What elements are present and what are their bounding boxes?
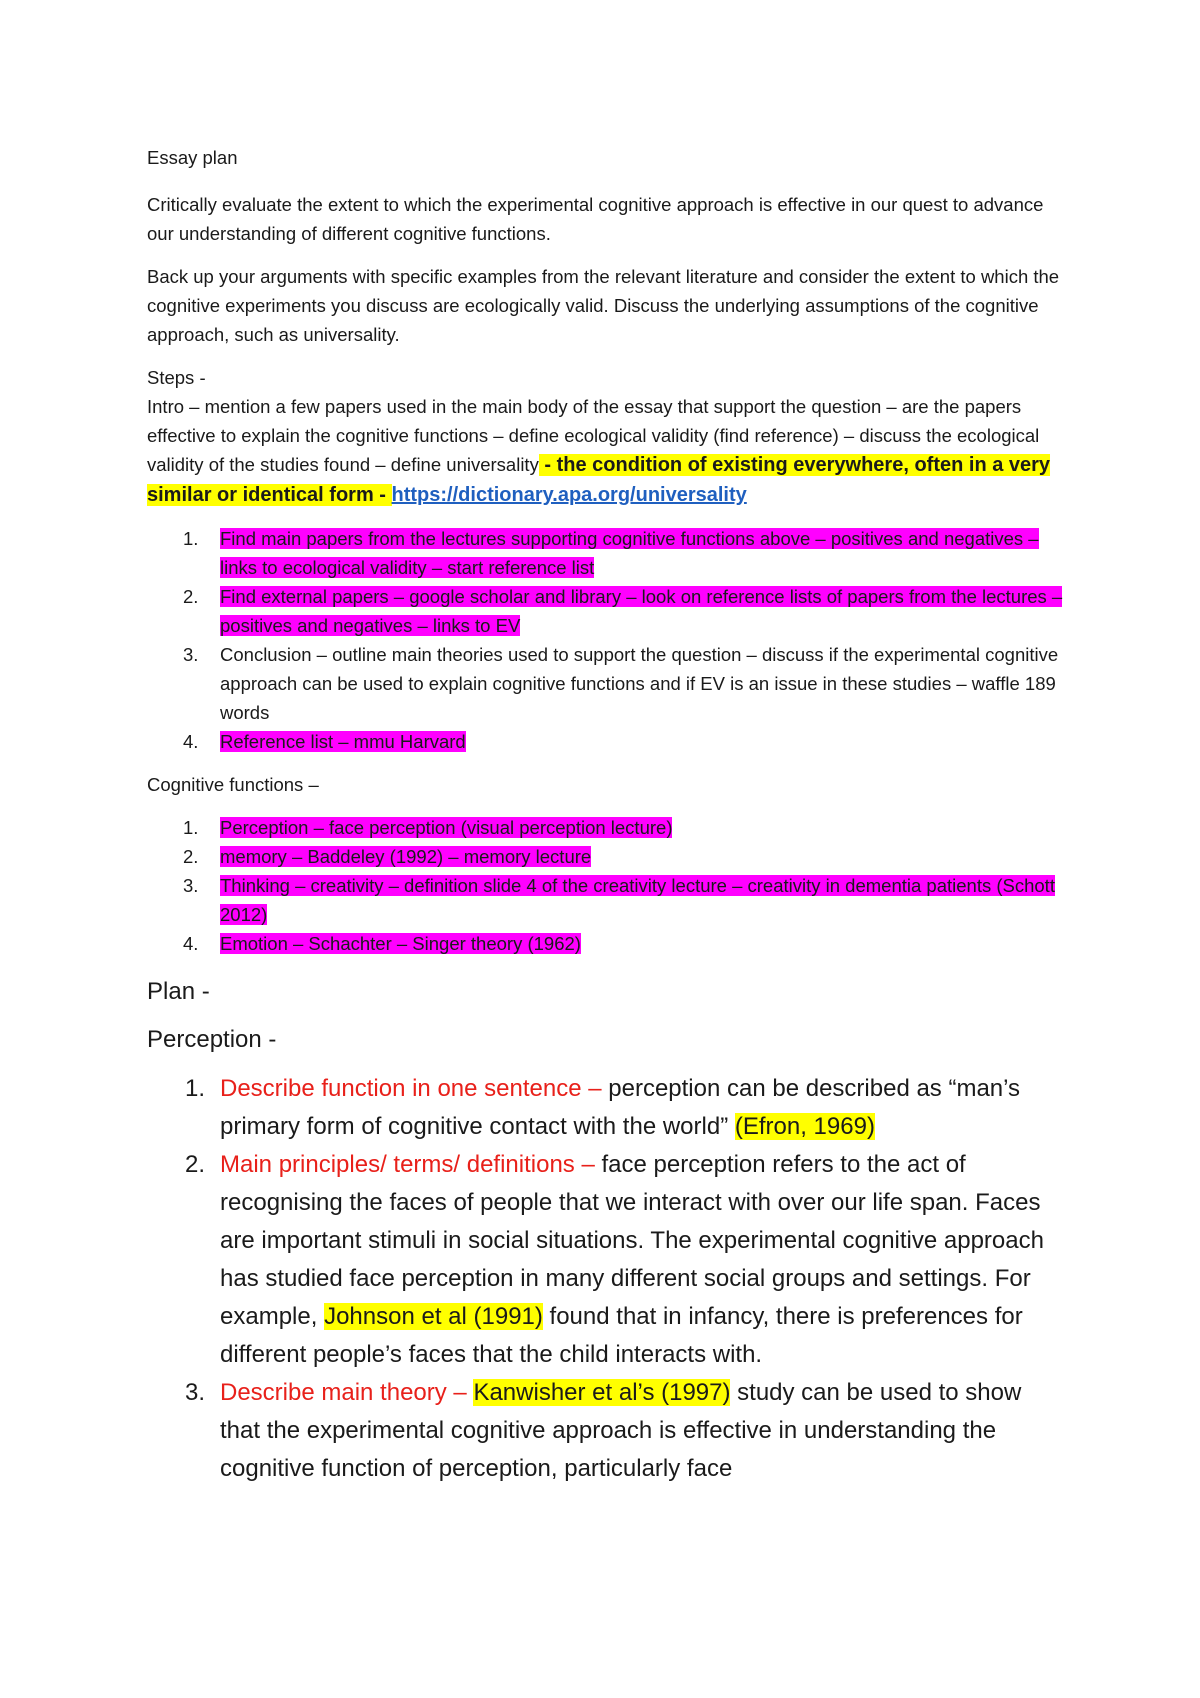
list-item — [147, 813, 1067, 842]
functions-list — [147, 813, 1067, 958]
plan-text: study can be used to show that the experimental cognitive approach is effective in understanding the cognitive function of perception, particularly face — [220, 1379, 1022, 1482]
question-paragraph-2: Back up your arguments with specific examples from the relevant literature and consider the extent to which the cognitive experiments you discuss are ecologically valid. Discuss the underlying assumptions of the cognitive approach, such as universality. — [147, 266, 1060, 345]
function-number: 1. — [183, 817, 199, 838]
plan-prompt: Describe main theory – — [220, 1379, 474, 1406]
step-number: 3. — [183, 644, 199, 665]
list-item — [147, 842, 1067, 871]
universality-definition: - the condition of existing everywhere, often in a very similar or identical form - — [147, 454, 1051, 506]
list-item — [147, 727, 1067, 756]
list-item — [147, 582, 1067, 640]
plan-prompt: Describe function in one sentence – — [220, 1075, 609, 1102]
list-item — [147, 1070, 1067, 1146]
plan-number: 2. — [185, 1151, 206, 1178]
function-text: Thinking – creativity – definition slide 4 of the creativity lecture – creativity in dementia patients (Schott 2012) — [220, 875, 1055, 925]
plan-text: perception can be described as “man’s primary form of cognitive contact with the world” — [220, 1075, 1021, 1140]
list-item — [147, 929, 1067, 958]
perception-heading: Perception - — [147, 1026, 277, 1053]
plan-number: 1. — [185, 1075, 206, 1102]
intro-text: Intro – mention a few papers used in the main body of the essay that support the question – are the papers effective to explain the cognitive functions – define ecological validity (find reference) – discuss the ecological validity of the studies found – define universality — [147, 396, 1040, 475]
citation-highlight: Johnson et al (1991) — [324, 1303, 543, 1330]
list-item — [147, 524, 1067, 582]
plan-heading: Plan - — [147, 978, 210, 1005]
function-text: Emotion – Schachter – Singer theory (1962) — [220, 933, 581, 954]
step-text: Find external papers – google scholar and library – look on reference lists of papers from the lectures – positives and negatives – links to EV — [220, 586, 1063, 636]
step-text: Conclusion – outline main theories used to support the question – discuss if the experimental cognitive approach can be used to explain cognitive functions and if EV is an issue in these studies – waffle 189 words — [220, 644, 1059, 723]
function-text: Perception – face perception (visual perception lecture) — [220, 817, 673, 838]
step-text: Reference list – mmu Harvard — [220, 731, 466, 752]
list-item — [147, 871, 1067, 929]
doc-title: Essay plan — [147, 147, 238, 168]
citation-highlight: Kanwisher et al’s (1997) — [473, 1379, 731, 1406]
list-item — [147, 640, 1067, 727]
steps-label: Steps - — [147, 367, 206, 388]
citation-highlight: (Efron, 1969) — [734, 1113, 875, 1140]
intro-paragraph — [147, 392, 1067, 510]
plan-text: face perception refers to the act of recognising the faces of people that we interact with over our life span. Faces are important stimuli in social situations. The experimental cognitive approach has studied face perception in many different social groups and settings. For example, — [220, 1151, 1044, 1330]
function-number: 4. — [183, 933, 199, 954]
list-item — [147, 1146, 1067, 1374]
step-number: 4. — [183, 731, 199, 752]
document-body — [147, 143, 1067, 1488]
question-paragraph-1: Critically evaluate the extent to which the experimental cognitive approach is effective in our quest to advance our understanding of different cognitive functions. — [147, 194, 1044, 244]
step-text: Find main papers from the lectures supporting cognitive functions above – positives and negatives – links to ecological validity – start reference list — [220, 528, 1039, 578]
plan-prompt: Main principles/ terms/ definitions – — [220, 1151, 602, 1178]
universality-link[interactable]: https://dictionary.apa.org/universality — [391, 484, 747, 506]
function-number: 2. — [183, 846, 199, 867]
steps-list — [147, 524, 1067, 756]
plan-list — [147, 1070, 1067, 1488]
function-number: 3. — [183, 875, 199, 896]
step-number: 1. — [183, 528, 199, 549]
step-number: 2. — [183, 586, 199, 607]
functions-label: Cognitive functions – — [147, 774, 319, 795]
plan-number: 3. — [185, 1379, 206, 1406]
plan-text: found that in infancy, there is preferences for different people’s faces that the child interacts with. — [220, 1303, 1023, 1368]
list-item — [147, 1374, 1067, 1488]
function-text: memory – Baddeley (1992) – memory lecture — [220, 846, 592, 867]
